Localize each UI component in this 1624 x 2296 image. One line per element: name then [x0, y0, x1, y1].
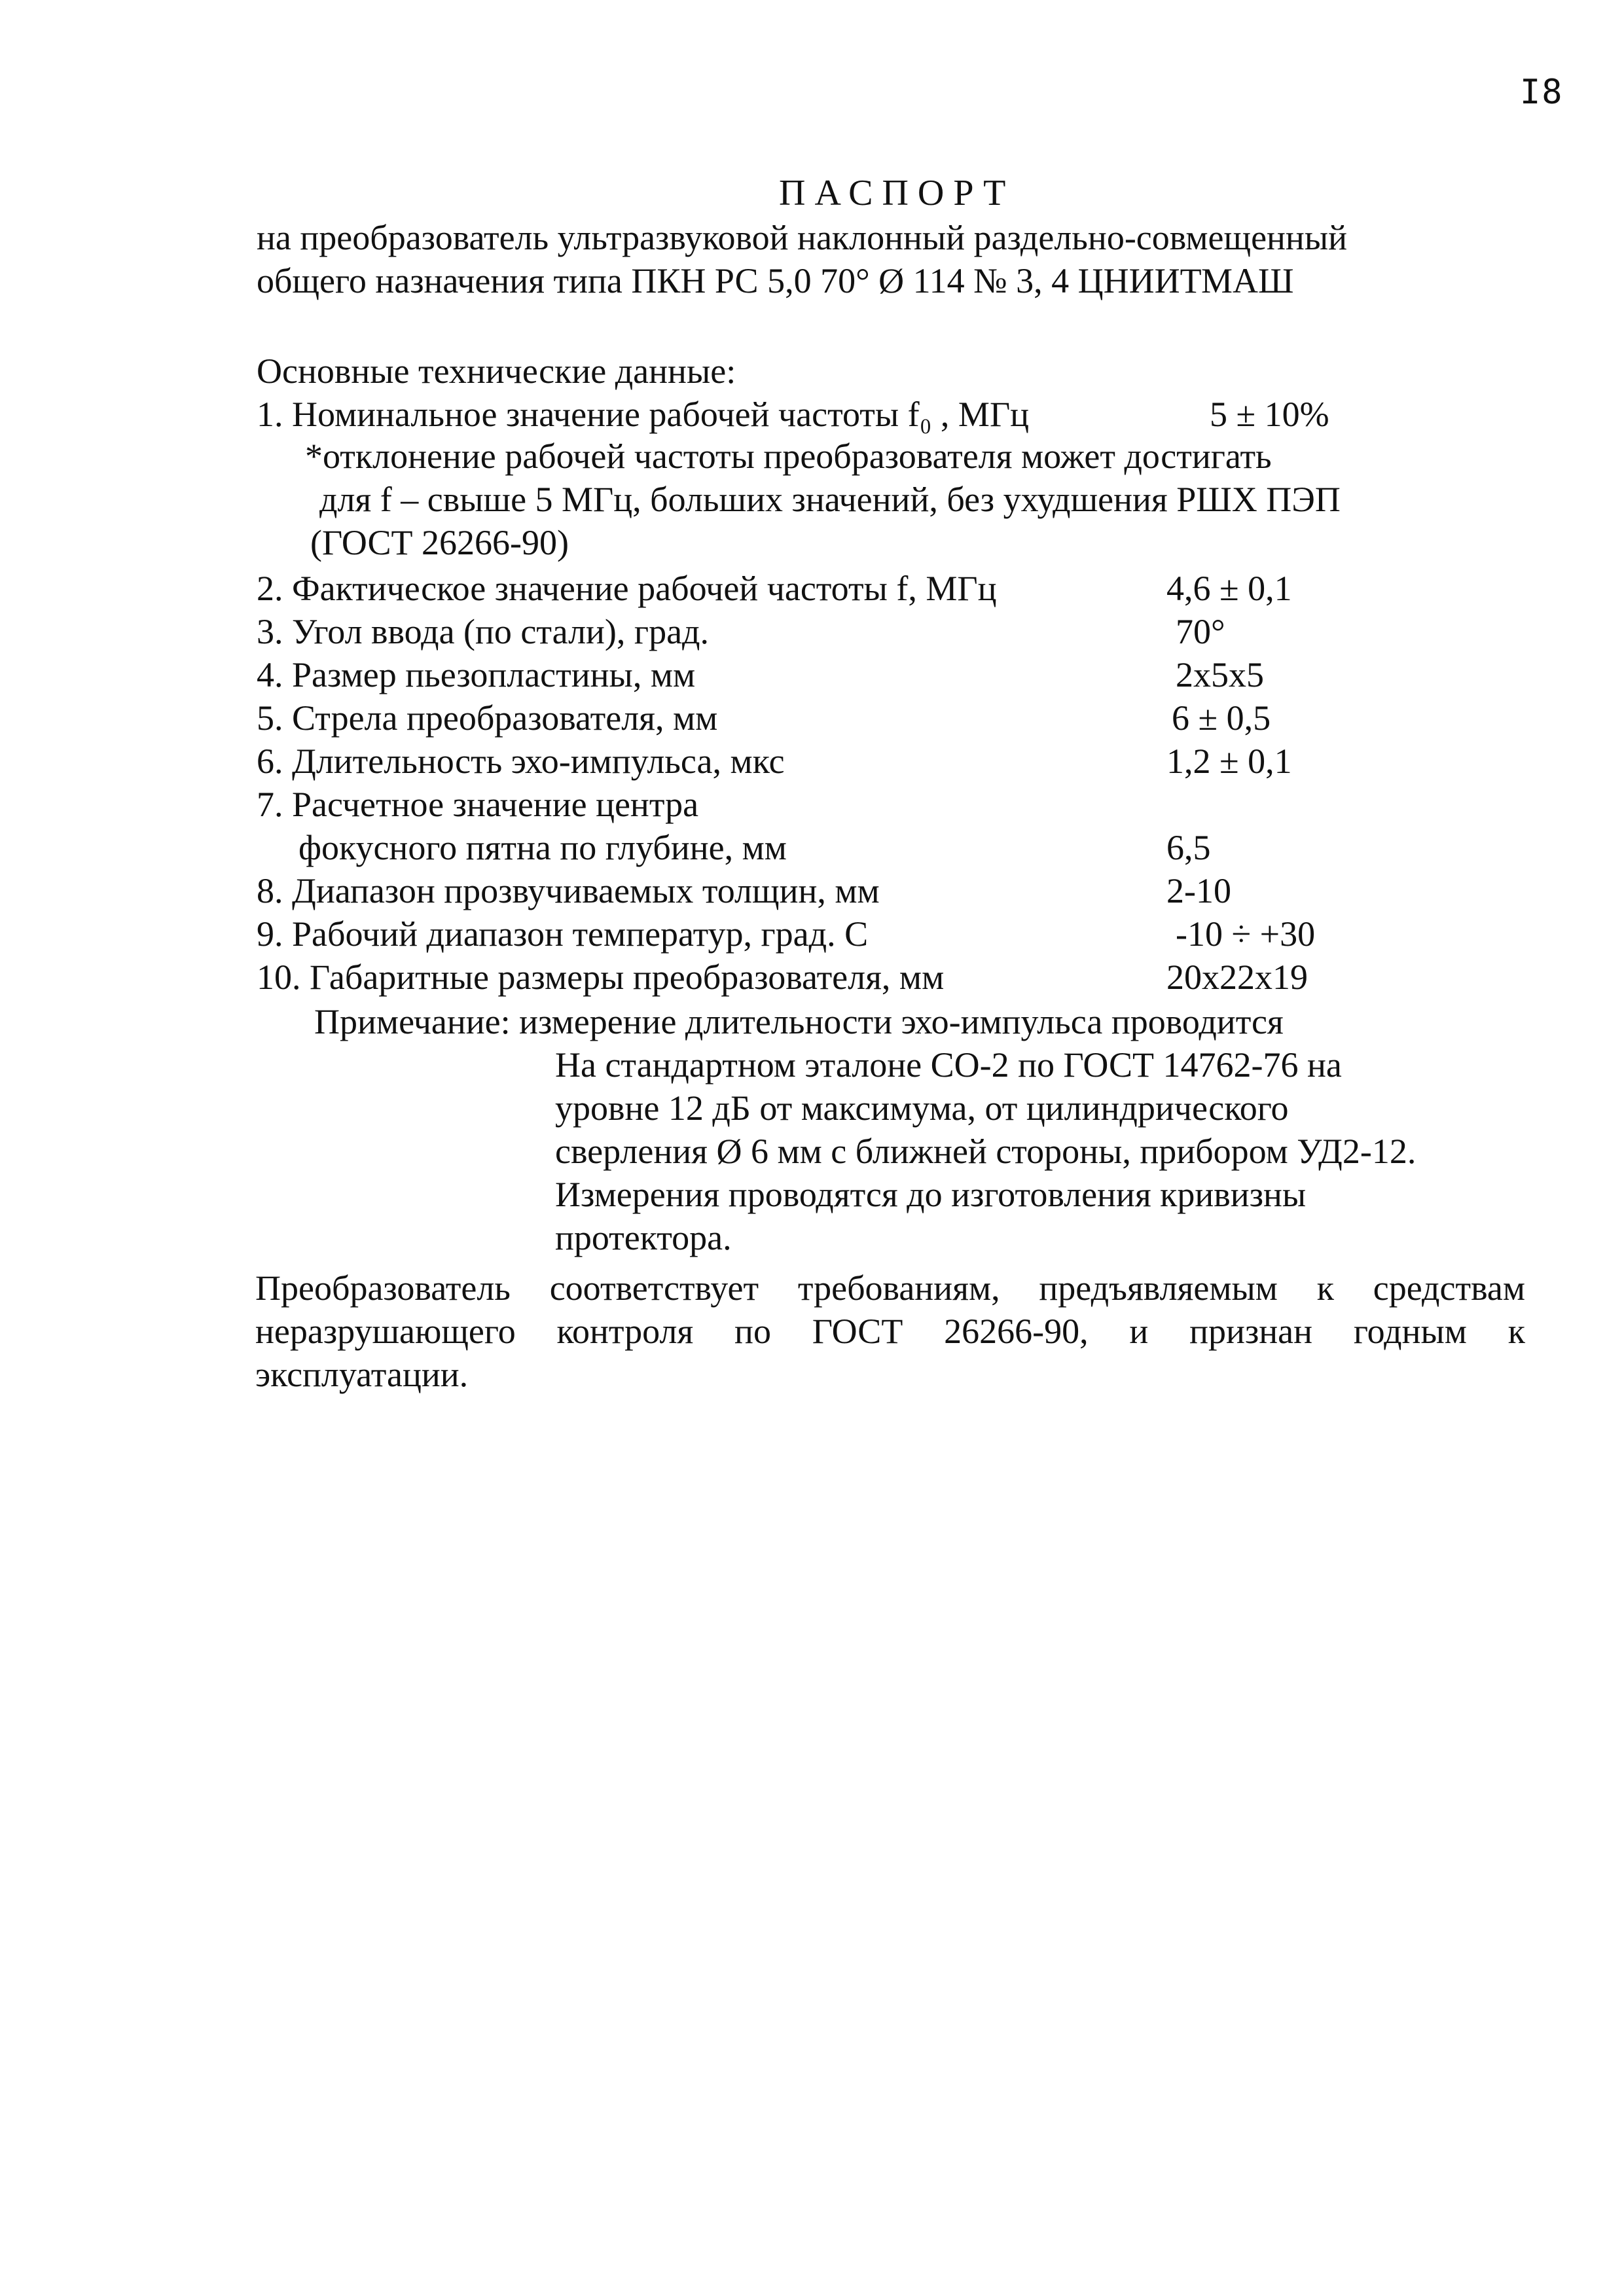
item-label-9: 9. Рабочий диапазон температур, град. С	[257, 914, 869, 954]
item-value-6: 1,2 ± 0,1	[1166, 742, 1292, 781]
item-label-1: 1. Номинальное значение рабочей частоты f₀ , МГц	[257, 395, 1030, 434]
item-value-2: 4,6 ± 0,1	[1166, 569, 1292, 608]
section-heading: Основные технические данные:	[257, 351, 736, 391]
conclusion-line-2: неразрушающего контроля по ГОСТ 26266-90, и признан годным к	[255, 1312, 1525, 1351]
note-line-5: Измерения проводятся до изготовления кривизны	[555, 1175, 1307, 1214]
subtitle-line-1: на преобразователь ультразвуковой наклонный раздельно-совмещенный	[257, 218, 1348, 257]
item-value-10: 20x22x19	[1166, 958, 1308, 997]
page-number: I8	[1520, 73, 1564, 112]
item-label-10: 10. Габаритные размеры преобразователя, мм	[257, 958, 945, 997]
item-label-7-cont: фокусного пятна по глубине, мм	[298, 828, 787, 867]
item-label-4: 4. Размер пьезопластины, мм	[257, 655, 696, 694]
item-note-line-2: для f – свыше 5 МГц, больших значений, без ухудшения РШХ ПЭП	[319, 480, 1341, 519]
conclusion-line-3: эксплуатации.	[255, 1355, 469, 1394]
item-note-line-3: (ГОСТ 26266-90)	[310, 523, 569, 562]
item-value-5: 6 ± 0,5	[1172, 698, 1271, 738]
item-value-1: 5 ± 10%	[1210, 395, 1329, 434]
note-line-2: На стандартном эталоне СО-2 по ГОСТ 14762-76 на	[555, 1045, 1342, 1085]
subtitle-line-2: общего назначения типа ПКН РС 5,0 70° Ø 114 № 3, 4 ЦНИИТМАШ	[257, 261, 1294, 300]
item-label-3: 3. Угол ввода (по стали), град.	[257, 612, 710, 651]
note-line-3: уровне 12 дБ от максимума, от цилиндрического	[555, 1088, 1289, 1128]
item-label-2: 2. Фактическое значение рабочей частоты f, МГц	[257, 569, 997, 608]
note-line-4: сверления Ø 6 мм с ближней стороны, прибором УД2-12.	[555, 1132, 1416, 1171]
item-label-7: 7. Расчетное значение центра	[257, 785, 699, 824]
document-title: ПАСПОРТ	[779, 173, 1015, 213]
item-label-5: 5. Стрела преобразователя, мм	[257, 698, 718, 738]
item-value-8: 2-10	[1166, 871, 1231, 910]
item-value-9: -10 ÷ +30	[1176, 914, 1316, 954]
conclusion-paragraph	[255, 1266, 1525, 1396]
item-label-8: 8. Диапазон прозвучиваемых толщин, мм	[257, 871, 880, 910]
item-note-line-1: *отклонение рабочей частоты преобразователя может достигать	[305, 437, 1272, 476]
item-value-3: 70°	[1176, 612, 1225, 651]
note-line-1: Примечание: измерение длительности эхо-импульса проводится	[314, 1002, 1284, 1041]
conclusion-line-1: Преобразователь соответствует требованиям, предъявляемым к средствам	[255, 1268, 1525, 1308]
item-value-7: 6,5	[1166, 828, 1211, 867]
item-label-6: 6. Длительность эхо-импульса, мкс	[257, 742, 785, 781]
note-line-6: протектора.	[555, 1218, 732, 1257]
item-value-4: 2x5x5	[1176, 655, 1264, 694]
